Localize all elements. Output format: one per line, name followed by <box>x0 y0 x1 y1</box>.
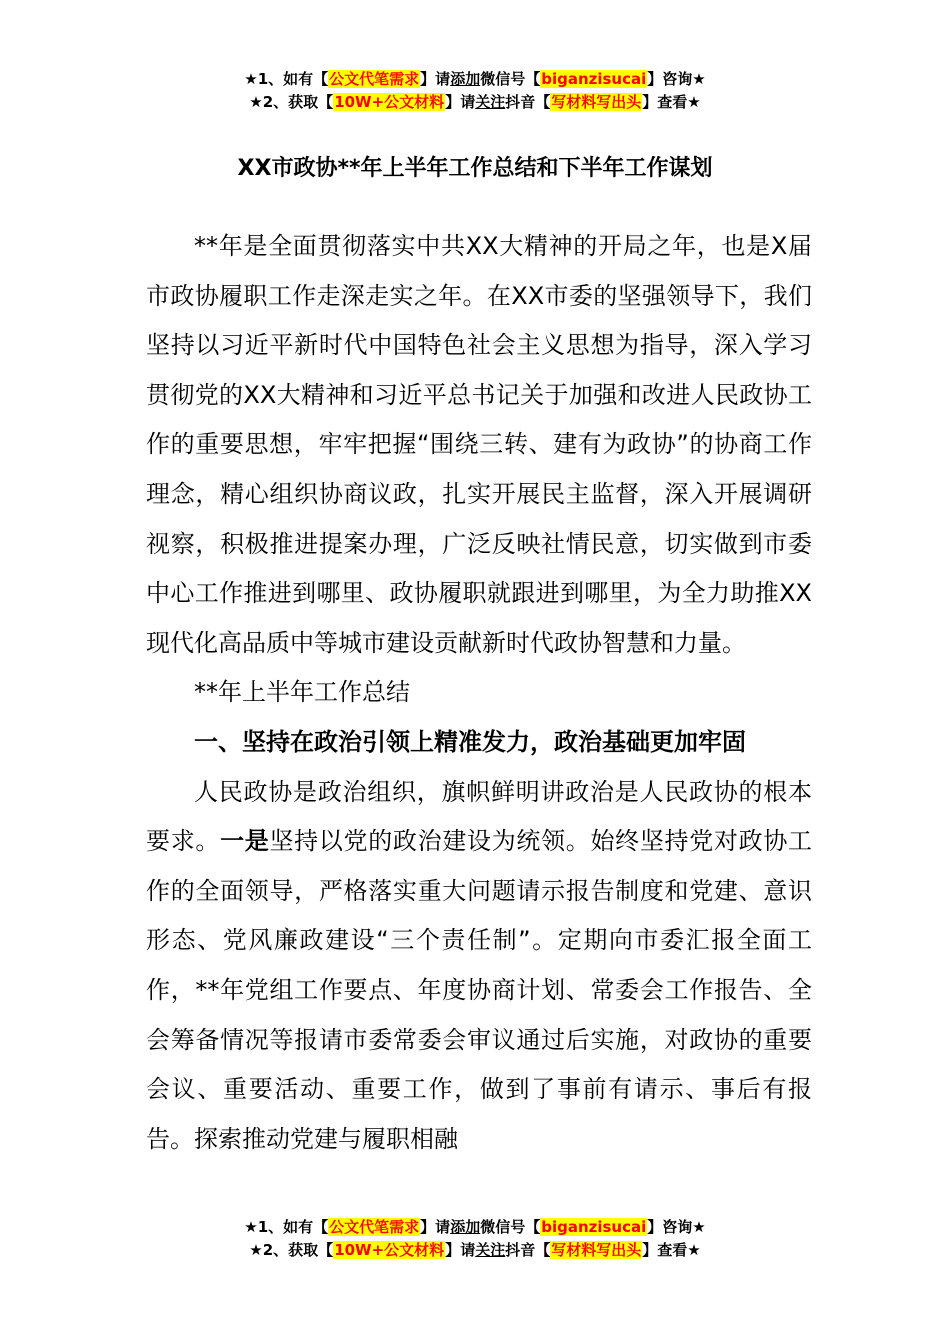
document-body <box>146 222 812 1164</box>
paragraph-text: 坚持以党的政治建设为统领。始终坚持党对政协工作的全面领导，严格落实重大问题请示报告制度和党建、意识形态、党风廉政建设“三个责任制”。定期向市委汇报全面工作，**年党组工作要点、年度协商计划、常委会工作报告、全会筹备情况等报请市委常委会审议通过后实施，对政协的重要会议、重要活动、重要工作，做到了事前有请示、事后有报告。探索推动党建与履职相融 <box>146 827 813 1153</box>
paragraph-bold-marker: 一是 <box>220 827 270 856</box>
banner-highlight: 公文代笔需求 <box>329 1218 420 1236</box>
banner-highlight: 写材料写出头 <box>551 93 642 111</box>
banner-text: 抖音【 <box>505 1241 551 1259</box>
section-heading: 一、坚持在政治引领上精准发力，政治基础更加牢固 <box>194 727 746 756</box>
banner-highlight: 10W+公文材料 <box>334 93 445 111</box>
banner-text: ★2、获取【 <box>249 1241 334 1259</box>
banner-highlight: 写材料写出头 <box>551 1241 642 1259</box>
banner-text: ★1、如有【 <box>244 70 329 88</box>
banner-text: 】请 <box>445 93 476 111</box>
paragraph-text: 人民政协是政治组织，旗帜鲜明讲政治是人民政协的根本要求。 <box>146 777 812 856</box>
document-title: XX市政协**年上半年工作总结和下半年工作谋划 <box>237 156 713 181</box>
banner-highlight: 10W+公文材料 <box>334 1241 445 1259</box>
section-title: **年上半年工作总结 <box>194 678 410 707</box>
banner-text: 】请 <box>420 1218 451 1236</box>
banner-text: 微信号【 <box>480 70 541 88</box>
banner-text: 】咨询★ <box>647 70 706 88</box>
banner-underlined: 添加 <box>450 1218 481 1236</box>
banner-text: 】咨询★ <box>647 1218 706 1236</box>
banner-highlight: biganzisucai <box>541 70 647 88</box>
banner-line-1 <box>0 68 950 91</box>
body-paragraph <box>146 768 812 1165</box>
banner-text: 微信号【 <box>480 1218 541 1236</box>
banner-text: 】查看★ <box>642 1241 701 1259</box>
banner-underlined: 关注 <box>475 93 506 111</box>
banner-underlined: 关注 <box>475 1241 506 1259</box>
banner-text: 】查看★ <box>642 93 701 111</box>
banner-line-2 <box>0 1239 950 1262</box>
intro-paragraph: **年是全面贯彻落实中共XX大精神的开局之年，也是X届市政协履职工作走深走实之年。在XX市委的坚强领导下，我们坚持以习近平新时代中国特色社会主义思想为指导，深入学习贯彻党的XX大精神和习近平总书记关于加强和改进人民政协工作的重要思想，牢牢把握“围绕三转、建有为政协”的协商工作理念，精心组织协商议政，扎实开展民主监督，深入开展调研视察，积极推进提案办理，广泛反映社情民意，切实做到市委中心工作推进到哪里、政协履职就跟进到哪里，为全力助推XX现代化高品质中等城市建设贡献新时代政协智慧和力量。 <box>146 232 812 657</box>
header-banner <box>0 68 950 114</box>
footer-banner <box>0 1216 950 1262</box>
banner-line-1 <box>0 1216 950 1239</box>
banner-text: ★2、获取【 <box>249 93 334 111</box>
banner-text: 】请 <box>445 1241 476 1259</box>
banner-underlined: 添加 <box>450 70 481 88</box>
banner-text: 抖音【 <box>505 93 551 111</box>
banner-line-2 <box>0 91 950 114</box>
banner-text: ★1、如有【 <box>244 1218 329 1236</box>
banner-text: 】请 <box>420 70 451 88</box>
banner-highlight: biganzisucai <box>541 1218 647 1236</box>
banner-highlight: 公文代笔需求 <box>329 70 420 88</box>
